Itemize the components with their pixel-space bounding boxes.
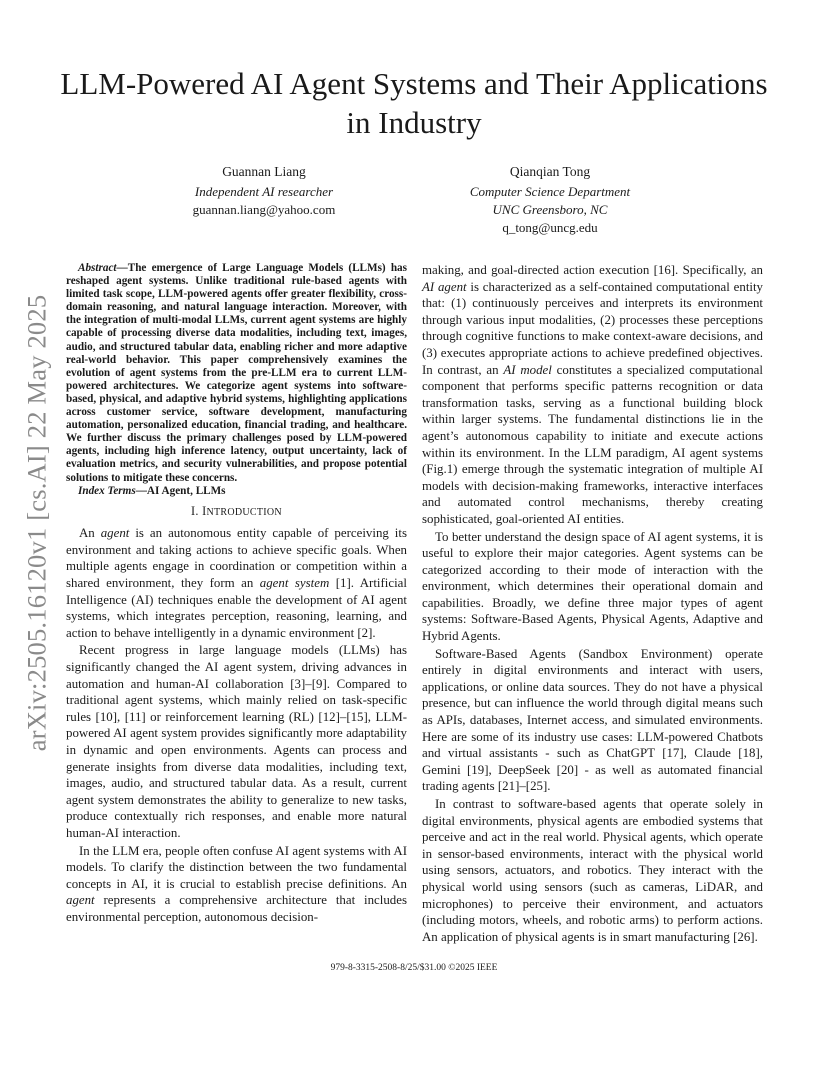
emphasized-term: agent (66, 893, 95, 908)
right-body (422, 262, 763, 945)
body-paragraph (422, 796, 763, 945)
index-terms (66, 485, 407, 498)
body-paragraph (66, 525, 407, 641)
author-location: UNC Greensboro, NC (492, 202, 608, 217)
body-text: [1]. Artificial Intelligence (AI) techniques enable the development of AI agent systems, which integrates perception, reasoning, learning, and action to behave intelligently in a dynamic environment [2]. (66, 576, 407, 640)
body-text: is an autonomous entity capable of perceiving its environment and taking actions to achieve specific goals. When multiple agents engage in coordination or competition within a shared environment, they form an (66, 526, 407, 591)
index-terms-label: Index Terms (78, 484, 136, 497)
body-text: In contrast to software-based agents that operate solely in digital environments, physical agents are embodied systems that perceive and act in the real world. Physical agents, which operate in sensor-based environments, interact with the physical world using sensors, actuators, and robotics. They interact with the physical world using sensors (such as cameras, LiDAR, and microphones) to perceive their environment, and actuators (including motors, wheels, and robotic arms) to perform actions. An application of physical agents is in smart manufacturing [26]. (422, 797, 763, 944)
body-text: An (79, 526, 101, 541)
body-paragraph (66, 642, 407, 841)
arxiv-stamp (22, 288, 52, 758)
author-name: Guannan Liang (222, 164, 306, 179)
abstract-label: Abstract (78, 262, 117, 274)
body-text: constitutes a specialized computational component that performs specific patterns recognition or data transformation tasks, serving as a functional building block within larger systems. The fundamental distinctions lie in the agent’s autonomous capability to initiate and execute actions within its environment. In the LLM paradigm, AI agent systems (Fig.1) emerge through the systematic integration of multiple AI models with decision-making frameworks, interactive interfaces and automated control mechanisms, thereby creating sophisticated, goal-oriented AI entities. (422, 362, 763, 526)
body-text: In the LLM era, people often confuse AI agent systems with AI models. To clarify the distinction between the two fundamental concepts in AI, it is crucial to establish precise definitions. An (66, 843, 407, 891)
arxiv-stamp-text: arXiv:2505.16120v1 [cs.AI] 22 May 2025 (21, 294, 52, 752)
right-column (422, 262, 763, 946)
left-body (66, 525, 407, 925)
body-paragraph (66, 843, 407, 926)
emphasized-term: agent (100, 526, 130, 541)
author-email: guannan.liang@yahoo.com (192, 202, 336, 217)
body-text: Software-Based Agents (Sandbox Environment) operate entirely in digital environments and interact with users, applications, or online data sources. They do not have a physical presence, but can influence the world through digital means such as APIs, databases, Internet access, and simulated environments. Here are some of its industry use cases: LLM-powered Chatbots and virtual assistants - such as ChatGPT [17], Claude [18], Gemini [19], DeepSeek [20] - as well as automated financial trading agents [21]–[25]. (422, 646, 763, 794)
author-name: Qianqian Tong (509, 164, 591, 179)
author-email: q_tong@uncg.edu (502, 220, 598, 235)
index-terms-text: —AI Agent, LLMs (135, 484, 226, 497)
author-affiliation: Independent AI researcher (194, 184, 334, 199)
body-text: Recent progress in large language models (LLMs) has significantly changed the AI agent system, driving advances in automation and human-AI collaboration [3]–[9]. Compared to traditional agent systems, which mainly relied on task-specific rules [10], [11] or reinforcement learning (RL) [12]–[15], LLM-powered AI agent system provides significantly more adaptability in dynamic and open environments. Agents can process and generate insights from diverse data modalities, including text, images, audio, and structured tabular data. As a result, current agent system demonstrates the ability to generalize to new tasks, produce contextually rich responses, and enable more natural human-AI interaction. (66, 643, 407, 840)
emphasized-term: agent system (259, 576, 330, 591)
left-column (66, 262, 407, 927)
body-text: To better understand the design space of AI agent systems, it is useful to explore their major categories. Agent systems can be categorized according to their mode of interaction with the environment, which determines their operational domain and capabilities. Broadly, we define three major types of agent systems: Software-Based Agents, Physical Agents, Adaptive and Hybrid Agents. (422, 529, 763, 644)
paper-title: LLM-Powered AI Agent Systems and Their Applications in Industry (60, 66, 768, 140)
body-text: is characterized as a self-contained computational entity that: (1) continuously perceives and interprets its environment through various input modalities, (2) processes these perceptions through cognitive functions to make context-aware decisions, and (3) executes appropriate actions to achieve predefined objectives. In contrast, an (422, 279, 764, 377)
author-block-1 (114, 163, 414, 219)
body-paragraph (422, 529, 763, 645)
emphasized-term: AI model (503, 362, 552, 377)
body-text: making, and goal-directed action execution [16]. Specifically, an (422, 263, 763, 277)
abstract (66, 262, 407, 485)
abstract-text: —The emergence of Large Language Models (LLMs) has reshaped agent systems. Unlike traditional rule-based agents with limited task scope, LLM-powered agents offer greater flexibility, cross-domain reasoning, and natural language interaction. Moreover, with the integration of multi-modal LLMs, current agent systems are highly capable of processing diverse data modalities, including text, images, audio, and structured tabular data, enabling richer and more adaptive real-world behavior. This paper comprehensively examines the evolution of agent systems from the pre-LLM era to current LLM-powered architectures. We categorize agent systems into software-based, physical, and adaptive hybrid systems, highlighting applications across customer service, software development, manufacturing automation, personalized education, financial trading, and healthcare. We further discuss the primary challenges posed by LLM-powered agents, including high inference latency, output uncertainty, lack of evaluation metrics, and security vulnerabilities, and propose potential solutions to mitigate these concerns. (66, 262, 407, 484)
author-affiliation: Computer Science Department (469, 184, 631, 199)
section-heading: I. INTRODUCTION (191, 503, 282, 518)
emphasized-term: AI agent (422, 279, 467, 294)
body-paragraph (422, 262, 763, 528)
body-paragraph (422, 646, 763, 795)
copyright-footer: 979-8-3315-2508-8/25/$31.00 ©2025 IEEE (330, 963, 498, 973)
author-block-2 (400, 163, 700, 237)
body-text: represents a comprehensive architecture that includes environmental perception, autonomous decision- (66, 893, 407, 924)
